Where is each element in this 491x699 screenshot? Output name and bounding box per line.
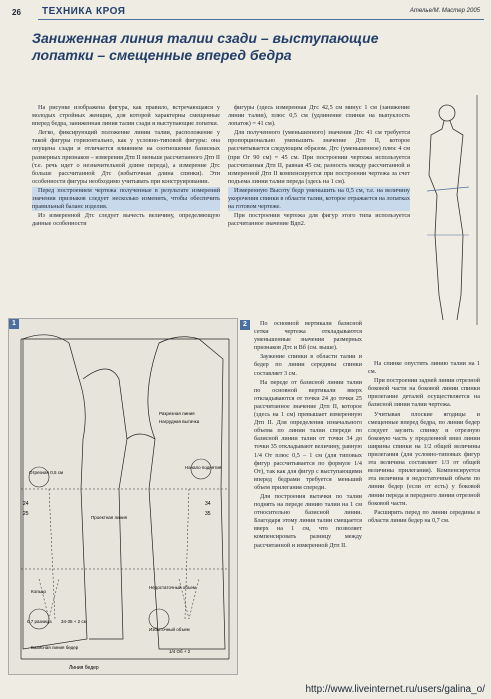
paragraph: Измеренную Высоту бедр уменьшить на 0,5 см, т.е. на величину укорочения спинки в области талии, которое отражается на лопатках на готовом чертеже. (228, 186, 410, 211)
page-header (10, 8, 484, 22)
paragraph: При построении чертежа для фигур этого типа используется рассчитанное значение Вдп2. (228, 212, 410, 228)
pattern-label: Начало поднятия (185, 465, 222, 470)
paragraph: На спинке опустить линию талии на 1 см. (368, 360, 480, 376)
pattern-label: 24 (23, 501, 29, 507)
pattern-label: Отрезная 0,5 см (29, 470, 64, 475)
pattern-label: Нагрудная вытачка (159, 419, 200, 424)
pattern-bottom-label: Линия бедер (69, 665, 99, 671)
paragraph: На переде от базисной линии талии по основной вертикали вверх откладываются от точки 24 до точки 25 рассчитанное значение Дтп II, которое (здесь на 1 см) превышает измеренную Дтп II. Для определения изначального объема по линии талии спереди по базисной линии талии от точки 34 до точки 35 откладывают величину, равную 1/4 От плюс 0,5 – 1 см (для типовых фигур рассчитывается по формуле 1/4 От), так как для фигур с выступающими вперед бедрами требуется меньший объем прилегания спереди. (254, 378, 362, 491)
magazine-ref: Ателье/М. Мастер 2005 (409, 8, 480, 14)
page-number: 26 (12, 8, 21, 17)
pattern-label: 34 (205, 501, 211, 507)
paragraph: Учитывая плоские ягодицы и смещенные вперед бедра, по линии бедер следует заузить спинку и отрезную боковую часть у продленной вниз линии ширины спинки на 1/2 общей величины прилегания (для условно-типовых фигур эта величина составляет 1/3 от общей величины прилегания). Компенсируется эта величина в недостаточный объем по линии бедер (если от есть) у боковой линии переда и переднего линии отрезной боковой части. (368, 410, 480, 507)
paragraph: Из измеренной Дтс следует вычесть величину, определяющую данные особенности (32, 212, 220, 228)
pattern-drawing (8, 318, 238, 675)
paragraph: Легко, фиксирующий положение линии талии, расположение у такой фигуры горизонтально, как у условно-типовой фигуры: она опущена сзади и отличается влиянием на соотношение базисных размерных признаков – измерения Дтп II меньше рассчитанного Дтп II (т.е. речь идет о незначительной длине переда), а измерение Дтс больше рассчитанной Дтс (избыточная длина спинки). Эти особенности фигуры необходимо учитывать при конструировании. (32, 129, 220, 185)
section-title: ТЕХНИКА КРОЯ (42, 6, 126, 17)
paragraph: Для построения вытачки по талии поднять на переде линию талии на 1 см относительно базисной линии. Благодаря этому линия талии смещается вверх на 1 см, что позволяет компенсировать разницу между рассчитанной и измеренной Дтп II. (254, 492, 362, 549)
pattern-label: Недостаточный объем (149, 585, 197, 590)
paragraph: По основной вертикали базисной сетки чертежа откладываются уменьшенные значения размерных признаков Дтс и Вб (см. выше). (254, 320, 362, 352)
figure-number-badge: 2 (240, 320, 250, 330)
paragraph: Перед построением чертежа полученные в результате измерений значения признаков следует несколько изменить, чтобы обеспечить правильный баланс изделия. (32, 186, 220, 211)
pattern-svg (9, 319, 237, 674)
paragraph: Для полученного (уменьшенного) значения Дтс 41 см требуется пропорционально уменьшить значение Дтп II, которое рассчитывается следующим образом. Дтс (уменьшенное) плюс 4 см (при Ог 90 см) = 45 см. При построении чертежа используется рассчитанная Дтп II, равная 45 см; разность между рассчитанной и измеренной Дтп II компенсируется при построении чертежа за счет подъема линии талии переда (здесь на 1 см). (228, 129, 410, 185)
column-3 (254, 320, 362, 551)
paragraph: На рисунке изображена фигура, как правило, встречающаяся у молодых стройных женщин, для которой характерны смещенные вперед бедра, заниженная линия талии сзади и выступающие лопатки. (32, 104, 220, 128)
column-2 (228, 104, 410, 229)
article-title: Заниженная линия талии сзади – выступающие лопатки – смещенные вперед бедра (32, 30, 379, 63)
paragraph: При построении задней линии отрезной боковой части на боковой линии спинки прилегание деталей осуществляется на базисной линии талии чертежа. (368, 377, 480, 409)
pattern-label: 34-35 + 2 см (61, 619, 87, 624)
figure-number-badge: 1 (9, 319, 19, 329)
pattern-label: 1/4 Об + 2 (169, 649, 191, 654)
pattern-label: Разрезная линия (159, 411, 195, 416)
figure-illustration (417, 95, 487, 325)
paragraph: Расширить перед по линии середины в области линии бедер на 0,7 см. (368, 508, 480, 524)
pattern-label: Избыточный объем (149, 627, 190, 632)
column-4 (368, 360, 480, 526)
pattern-label: 25 (23, 511, 29, 517)
pattern-label: Базисная линия бедер (31, 645, 79, 650)
header-rule (38, 19, 484, 20)
paragraph: фигуры (здесь измеренная Дтс 42,5 см минус 1 см (занижение линии талии), плюс 0,5 см (удлинение спинки на выпуклость лопаток) = 41 см). (228, 104, 410, 128)
pattern-label: Проектная линия (91, 515, 128, 520)
pattern-label: 35 (205, 511, 211, 517)
pattern-label: 0,7 разница (27, 619, 52, 624)
pattern-label: Кольцо (31, 589, 47, 594)
paragraph: Заужение спинки в области талии и бедер по линии середины спинки составляет 3 см. (254, 353, 362, 377)
column-1 (32, 104, 220, 229)
watermark-url: http://www.liveinternet.ru/users/galina_o/ (305, 684, 485, 695)
